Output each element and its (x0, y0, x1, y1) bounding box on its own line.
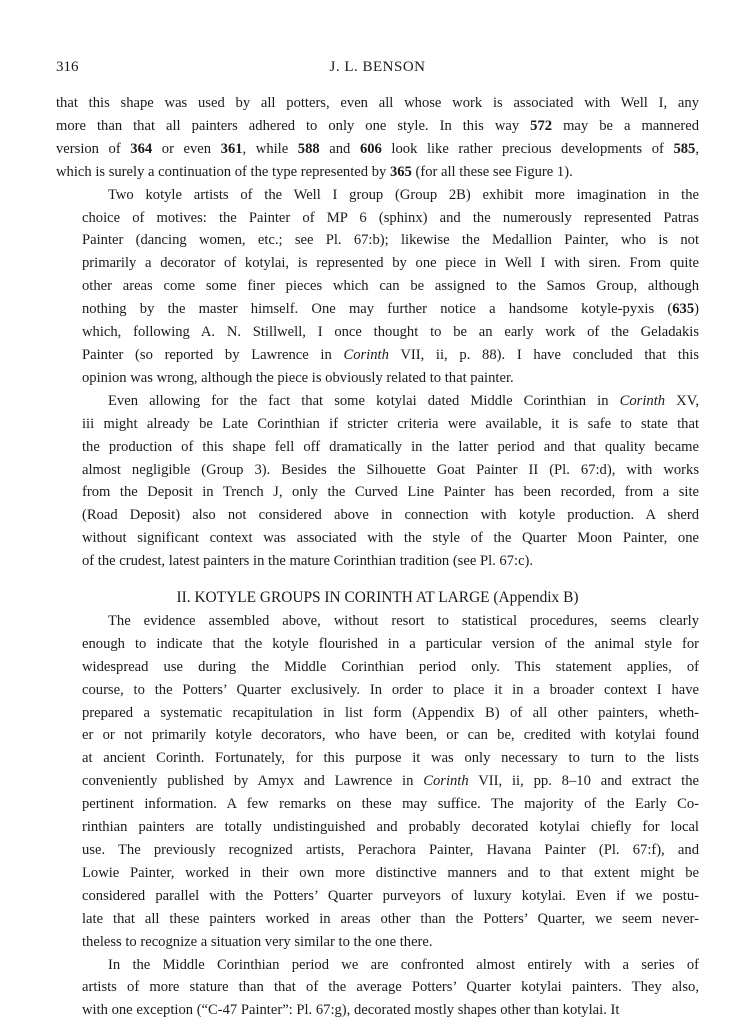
text-line (56, 954, 699, 977)
text-line (56, 413, 699, 436)
text-run: which, following A. N. Stillwell, I once thought to be an early work of the Geladakis (82, 324, 699, 341)
text-run: , (695, 140, 699, 157)
page-header (56, 57, 699, 77)
text-line (56, 862, 699, 885)
text-run: ) (694, 301, 699, 318)
text-run: of the crudest, latest painters in the mature Corinthian tradition (see Pl. 67:c). (82, 553, 534, 570)
text-line (56, 839, 699, 862)
catalog-number: 364 (130, 140, 153, 157)
text-run: at ancient Corinth. Fortunately, for this purpose it was only necessary to turn to the lists (82, 750, 699, 767)
text-line (56, 367, 699, 390)
text-line (56, 252, 699, 275)
catalog-number: 606 (359, 140, 382, 157)
text-run: with one exception (“C-47 Painter”: Pl. 67:g), decorated mostly shapes other than kotylai. It (82, 1002, 620, 1019)
paragraph (56, 92, 699, 184)
text-line (56, 885, 699, 908)
text-run: widespread use during the Middle Corinthian period only. This statement applies, of (82, 658, 699, 675)
text-line (56, 931, 699, 954)
text-run: considered parallel with the Potters’ Quarter purveyors of luxury kotylai. Even if we postu- (82, 887, 699, 904)
section-heading: II. KOTYLE GROUPS IN CORINTH AT LARGE (Appendix B) (176, 589, 579, 607)
text-line (56, 390, 699, 413)
page-number: 316 (56, 59, 79, 75)
catalog-number: 585 (673, 140, 696, 157)
text-run: and (319, 140, 360, 157)
text-run: which is surely a continuation of the type represented by (56, 163, 390, 180)
text-run: from the Deposit in Trench J, only the Curved Line Painter has been recorded, from a site (82, 484, 699, 501)
text-line (56, 679, 699, 702)
catalog-number: 572 (530, 117, 553, 134)
text-run: nothing by the master himself. One may further notice a handsome kotyle-pyxis ( (82, 301, 673, 318)
text-run: XV, (665, 392, 699, 409)
text-run: more than that all painters adhered to only one style. In this way (56, 117, 531, 134)
text-line (56, 908, 699, 931)
text-run: other areas come some finer pieces which can be assigned to the Samos Group, although (82, 278, 699, 295)
text-run: or even (152, 140, 221, 157)
text-run: artists of more stature than that of the average Potters’ Quarter kotylai painters. They also, (82, 979, 699, 996)
text-run: pertinent information. A few remarks on these may suffice. The majority of the Early Co- (82, 796, 699, 813)
catalog-number: 588 (297, 140, 320, 157)
catalog-number: 635 (672, 301, 695, 318)
text-line (56, 344, 699, 367)
text-run: iii might already be Late Corinthian if stricter criteria were available, it is safe to state that (82, 415, 699, 432)
text-run: look like rather precious developments of (381, 140, 674, 157)
text-line (56, 527, 699, 550)
text-run: that this shape was used by all potters, even all whose work is associated with Well I, any (56, 95, 699, 111)
text-line (56, 550, 699, 573)
text-run: the production of this shape fell off dramatically in the latter period and that quality became (82, 438, 699, 455)
body-text (56, 92, 699, 1022)
text-run: may be a mannered (552, 117, 699, 134)
text-line (56, 459, 699, 482)
catalog-number: 361 (220, 140, 243, 157)
text-run: choice of motives: the Painter of MP 6 (sphinx) and the numerously represented Patras (82, 209, 699, 226)
running-head: J. L. BENSON (329, 59, 426, 75)
text-line (56, 747, 699, 770)
text-run: In the Middle Corinthian period we are confronted almost entirely with a series of (108, 956, 699, 973)
text-run: opinion was wrong, although the piece is obviously related to that painter. (82, 369, 514, 386)
text-run: Lowie Painter, worked in their own more distinctive manners and to that extent might be (82, 864, 699, 881)
text-line (56, 481, 699, 504)
catalog-number: 365 (389, 163, 412, 180)
text-run: use. The previously recognized artists, Perachora Painter, Havana Painter (Pl. 67:f), and (82, 842, 699, 858)
text-run: , while (242, 140, 298, 157)
text-run: er or not primarily kotyle decorators, who have been, or can be, credited with kotylai found (82, 727, 699, 744)
text-run: theless to recognize a situation very similar to the one there. (82, 933, 433, 950)
text-line (56, 610, 699, 633)
text-line (56, 207, 699, 230)
text-run: late that all these painters worked in areas other than the Potters’ Quarter, we seem never- (82, 910, 699, 927)
text-line (56, 436, 699, 459)
paragraph (56, 390, 699, 573)
text-run: without significant context was associated with the style of the Quarter Moon Painter, one (82, 530, 699, 547)
paragraph (56, 184, 699, 390)
text-line (56, 999, 699, 1022)
text-run: (for all these see Figure 1). (411, 163, 573, 180)
text-line (56, 702, 699, 725)
text-run: (Road Deposit) also not considered above in connection with kotyle production. A sherd (82, 507, 699, 524)
text-run: Even allowing for the fact that some kotylai dated Middle Corinthian in (108, 392, 620, 409)
text-line (56, 229, 699, 252)
text-line (56, 161, 699, 184)
text-line (56, 793, 699, 816)
text-line (56, 138, 699, 161)
paragraph (56, 954, 699, 1023)
text-run: course, to the Potters’ Quarter exclusively. In order to place it in a broader context I have (82, 681, 699, 698)
text-run: version of (56, 140, 131, 157)
text-run: VII, ii, pp. 8–10 and extract the (468, 773, 699, 790)
text-run: conveniently published by Amyx and Lawrence in (82, 773, 424, 790)
text-run: The evidence assembled above, without resort to statistical procedures, seems clearly (108, 612, 699, 629)
text-run: rinthian painters are totally undistinguished and probably decorated kotylai chiefly for local (82, 819, 699, 836)
text-run: Painter (dancing women, etc.; see Pl. 67:b); likewise the Medallion Painter, who is not (82, 232, 699, 249)
text-line (56, 92, 699, 115)
text-run: Two kotyle artists of the Well I group (Group 2B) exhibit more imagination in the (108, 186, 699, 203)
text-run: almost negligible (Group 3). Besides the Silhouette Goat Painter II (Pl. 67:d), with works (82, 461, 699, 478)
text-run: enough to indicate that the kotyle flourished in a particular version of the animal style for (82, 635, 699, 652)
italic-title: Corinth (423, 773, 469, 790)
text-line (56, 184, 699, 207)
text-line (56, 976, 699, 999)
paragraph (56, 610, 699, 954)
text-line (56, 656, 699, 679)
text-line (56, 321, 699, 344)
italic-title: Corinth (619, 392, 666, 409)
text-line (56, 275, 699, 298)
text-line (56, 115, 699, 138)
italic-title: Corinth (343, 346, 389, 363)
text-line (56, 633, 699, 656)
text-line (56, 298, 699, 321)
text-line (56, 504, 699, 527)
text-run: primarily a decorator of kotylai, is represented by one piece in Well I with siren. From quite (82, 255, 699, 272)
text-run: prepared a systematic recapitulation in list form (Appendix B) of all other painters, wheth- (82, 704, 699, 721)
text-line (56, 724, 699, 747)
text-run: VII, ii, p. 88). I have concluded that this (388, 346, 699, 363)
text-line (56, 770, 699, 793)
text-line (56, 816, 699, 839)
text-run: Painter (so reported by Lawrence in (82, 346, 344, 363)
